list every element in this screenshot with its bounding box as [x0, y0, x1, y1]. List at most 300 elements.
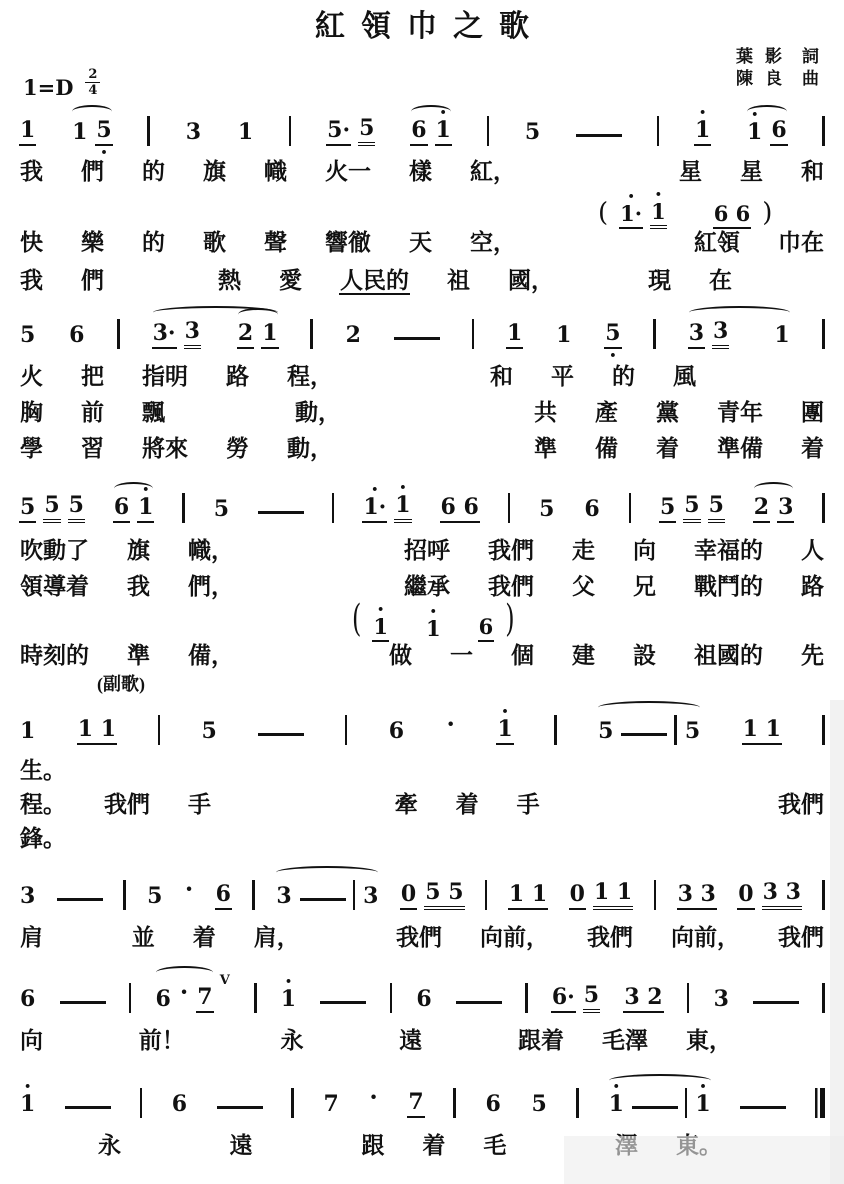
- syllable: 和: [490, 363, 513, 389]
- barline: [123, 880, 126, 910]
- syllable: 着: [455, 791, 479, 817]
- note: 1: [506, 322, 523, 349]
- syllable: 跟着: [518, 1027, 564, 1053]
- scan-artifact: [830, 700, 844, 1184]
- sustain-dash: [576, 134, 622, 137]
- syllable: 快: [20, 229, 43, 255]
- barline: [254, 983, 257, 1013]
- syllable: 青年: [717, 399, 763, 425]
- syllable: 人民的: [340, 267, 409, 293]
- syllable: 樣: [409, 158, 432, 184]
- syllable: 做: [389, 642, 412, 668]
- note: 6: [388, 717, 405, 744]
- barline: [353, 880, 356, 910]
- syllable: 我: [127, 573, 150, 599]
- note: 1 1: [742, 718, 782, 745]
- syllable: 人: [801, 537, 824, 563]
- slur-group: [753, 493, 795, 523]
- syllable: 胸: [20, 399, 43, 425]
- syllable: 手: [188, 791, 211, 817]
- note: 3 3: [762, 881, 802, 910]
- syllable: 天: [409, 229, 432, 255]
- note: 5: [524, 118, 541, 145]
- music-line-3: [19, 477, 825, 531]
- slur-group: [275, 880, 379, 910]
- barline: [291, 1088, 294, 1118]
- syllable: 國，: [508, 267, 554, 293]
- lyrics-line-4-verse3: [19, 827, 825, 853]
- syllable: 向前，: [480, 924, 549, 950]
- syllable: 一: [450, 642, 473, 668]
- syllable: 紅領: [694, 229, 740, 255]
- note: 5: [147, 882, 163, 909]
- refrain-label: (副歌): [97, 673, 145, 694]
- syllable: 永: [280, 1027, 304, 1053]
- syllable: 手: [516, 791, 540, 817]
- syllable: 巾在: [778, 229, 824, 255]
- slur-group: [237, 319, 279, 349]
- note: 6: [770, 119, 787, 146]
- barline: [310, 319, 313, 349]
- note: 5: [531, 1090, 547, 1117]
- note: • 1: [608, 1093, 625, 1118]
- syllable: 父: [572, 573, 595, 599]
- sustain-dash: [57, 898, 103, 901]
- sustain-dash: [320, 1001, 366, 1004]
- note: 6: [416, 985, 432, 1012]
- note: • 1·: [362, 496, 387, 523]
- note: • 1: [496, 718, 513, 745]
- barline: [554, 715, 557, 745]
- barline: [487, 116, 490, 146]
- note: 1: [261, 322, 278, 349]
- syllable: 飄: [142, 399, 165, 425]
- syllable: 樂: [81, 229, 104, 255]
- syllable: 我: [20, 267, 43, 293]
- note: 5: [19, 496, 36, 523]
- note: • 1: [694, 1093, 711, 1118]
- syllable: 團: [801, 399, 824, 425]
- sustain-dash: [740, 1106, 786, 1109]
- inset-notes-2: [19, 596, 844, 648]
- syllable: 共: [534, 399, 557, 425]
- note: • 1: [372, 616, 389, 642]
- syllable: 幟: [264, 158, 287, 184]
- note: 5: [683, 494, 700, 523]
- note-group: [569, 878, 634, 910]
- slur-group: [71, 116, 113, 146]
- note: 0: [737, 883, 754, 910]
- lyrics-line-4-verse1: [19, 759, 825, 785]
- slur-group: [746, 116, 788, 146]
- note: 0: [569, 883, 586, 910]
- syllable: 設: [633, 642, 656, 668]
- barline: [685, 1088, 688, 1118]
- slur-group: [155, 976, 214, 1013]
- barline: [508, 493, 511, 523]
- note-group: [619, 198, 667, 229]
- sustain-dash: [258, 511, 304, 514]
- note: 7: [323, 1090, 339, 1117]
- lyrics-line-2-verse3: [19, 437, 825, 463]
- barline: [822, 880, 825, 910]
- note: 5: [684, 717, 701, 744]
- lyrics-line-3-verse1: [19, 539, 825, 565]
- note-group: [737, 878, 802, 910]
- note: 6: [410, 119, 427, 146]
- note: ): [762, 197, 773, 228]
- note: ·: [446, 708, 455, 738]
- syllable: 兄: [633, 573, 656, 599]
- syllable: 祖國的: [694, 642, 763, 668]
- note: 3·: [152, 322, 177, 349]
- key-signature: [23, 68, 100, 100]
- syllable: 聲: [264, 229, 287, 255]
- note: 3: [20, 882, 36, 909]
- sustain-dash: [456, 1001, 502, 1004]
- barline: [147, 116, 150, 146]
- barline: [472, 319, 475, 349]
- syllable: 戰鬥的: [694, 573, 763, 599]
- note: 3 2: [623, 986, 663, 1013]
- note: 3: [184, 320, 201, 349]
- syllable: 風: [673, 363, 696, 389]
- composer-name: 陳良: [736, 69, 794, 89]
- note: 1: [72, 118, 88, 145]
- syllable: 們: [81, 267, 104, 293]
- syllable: 吹動了: [20, 537, 89, 563]
- barline: [485, 880, 488, 910]
- music-line-2: [19, 303, 825, 357]
- music-line-1: [19, 100, 825, 154]
- note: 5·: [326, 119, 351, 146]
- note: ·: [184, 873, 194, 903]
- note: 3: [363, 882, 379, 909]
- lyricist-name: 葉影: [736, 46, 794, 66]
- barline: [653, 319, 656, 349]
- barline: [390, 983, 393, 1013]
- note: 6: [155, 985, 171, 1012]
- note: 2: [345, 321, 361, 348]
- note: 5: [659, 496, 676, 523]
- note: • 1: [19, 1093, 36, 1118]
- syllable: 我們: [104, 791, 150, 817]
- sustain-dash: [621, 733, 667, 736]
- note: 6: [215, 883, 232, 910]
- note: 5: [598, 717, 614, 744]
- note: 5: [539, 495, 555, 522]
- syllable: 愛: [279, 267, 302, 293]
- music-line-5: [19, 861, 825, 918]
- lyrics-line-2-verse2: [19, 401, 825, 427]
- syllable: 和: [801, 158, 824, 184]
- syllable: 前！: [138, 1027, 185, 1053]
- lyrics-line-6: [19, 1029, 825, 1055]
- syllable: 旗: [203, 158, 226, 184]
- syllable: 我: [20, 158, 43, 184]
- note: • 1: [425, 618, 442, 642]
- syllable: 毛澤: [602, 1027, 648, 1053]
- music-line-6: [19, 964, 825, 1021]
- syllable: 個: [511, 642, 534, 668]
- syllable: 幸福的: [694, 537, 763, 563]
- barline: [117, 319, 120, 349]
- syllable: 祖: [447, 267, 470, 293]
- note: • 1: [650, 201, 667, 229]
- syllable: 路: [226, 363, 249, 389]
- note: 1 1: [508, 883, 548, 910]
- composer-role: 曲: [802, 69, 819, 89]
- syllable: 把: [81, 363, 104, 389]
- syllable: 旗: [127, 537, 150, 563]
- barline: [822, 319, 825, 349]
- barline: [629, 493, 632, 523]
- syllable: 空，: [470, 229, 516, 255]
- note: 3 3: [677, 883, 717, 910]
- syllable: 着: [192, 924, 216, 950]
- barline: [822, 493, 825, 523]
- sustain-dash: [394, 337, 440, 340]
- meter-numerator: 2: [85, 68, 100, 83]
- syllable: 我們: [396, 924, 442, 950]
- note: 5: [20, 321, 36, 348]
- note: 1: [556, 321, 572, 348]
- breath-mark: V: [219, 972, 230, 988]
- syllable: 向: [20, 1027, 43, 1053]
- syllable: 準: [534, 435, 557, 461]
- note: 6: [478, 616, 495, 642]
- note-group: [152, 317, 201, 349]
- syllable: 黨: [656, 399, 679, 425]
- syllable: 建: [572, 642, 595, 668]
- syllable: 招呼: [404, 537, 450, 563]
- note: 3: [276, 882, 292, 909]
- time-signature: [85, 68, 100, 97]
- syllable: 星: [679, 158, 702, 184]
- note: ): [505, 596, 515, 640]
- note: ·: [369, 1081, 378, 1111]
- note: 5: [201, 717, 217, 744]
- note: 6: [584, 495, 600, 522]
- note: 5: [583, 984, 600, 1013]
- final-barline: [815, 1088, 825, 1118]
- note: 6: [485, 1090, 501, 1117]
- barline: [289, 116, 292, 146]
- barline: [332, 493, 335, 523]
- syllable: 熱: [218, 267, 241, 293]
- barline: [453, 1088, 456, 1118]
- inset-notes-1: [19, 186, 844, 235]
- note: 3: [185, 118, 202, 145]
- syllable: 星: [740, 158, 763, 184]
- lyrics-line-4-verse2: [19, 793, 825, 819]
- note-group: [551, 981, 600, 1013]
- syllable: 生。: [20, 757, 66, 783]
- syllable: 向: [633, 537, 656, 563]
- syllable: 習: [81, 435, 104, 461]
- syllable: 程。: [20, 791, 66, 817]
- sustain-dash: [217, 1106, 263, 1109]
- note: • 1: [694, 119, 711, 146]
- syllable: 我們: [587, 924, 633, 950]
- syllable: 現: [648, 267, 671, 293]
- note: • 1·: [619, 203, 643, 229]
- syllable: 牽: [394, 791, 418, 817]
- syllable: 肩，: [253, 924, 300, 950]
- note: 1: [774, 321, 790, 348]
- note: 7: [407, 1091, 424, 1118]
- note: 5 •: [95, 119, 112, 146]
- barline: [657, 116, 660, 146]
- note-group: [326, 114, 375, 146]
- syllable: 時刻的: [20, 642, 89, 668]
- syllable: 肩: [20, 924, 43, 950]
- syllable: 歌: [203, 229, 226, 255]
- slur-group: [597, 715, 701, 745]
- syllable: 前: [81, 399, 104, 425]
- sustain-dash: [753, 1001, 799, 1004]
- barline: [822, 116, 825, 146]
- note: 6·: [551, 986, 576, 1013]
- barline: [182, 493, 185, 523]
- note: 3: [777, 496, 794, 523]
- note: 5 5: [424, 881, 464, 910]
- barline: [576, 1088, 579, 1118]
- syllable: 永: [98, 1132, 121, 1158]
- syllable: 毛: [483, 1132, 507, 1158]
- scan-artifact: [564, 1136, 844, 1184]
- syllable: 遠: [229, 1132, 253, 1158]
- syllable: 我們: [488, 573, 534, 599]
- note: 5: [43, 494, 60, 523]
- note: 0: [400, 883, 417, 910]
- syllable: 們: [81, 158, 104, 184]
- note: 2: [237, 322, 254, 349]
- syllable: 幟，: [188, 537, 234, 563]
- credits: [736, 46, 819, 92]
- note: 6 6: [440, 496, 480, 523]
- key-label: 1=D: [23, 74, 74, 100]
- lyrics-line-3-verse3: [19, 644, 825, 670]
- syllable: 響徹: [325, 229, 371, 255]
- barline: [525, 983, 528, 1013]
- note: 3: [713, 985, 729, 1012]
- lyrics-line-1-verse1: [19, 160, 825, 186]
- note: 6: [20, 985, 36, 1012]
- composer-credit: [736, 68, 819, 91]
- barline: [822, 715, 825, 745]
- syllable: 動，: [295, 399, 341, 425]
- score-header: [19, 46, 825, 100]
- note: (: [598, 197, 609, 228]
- note: • 1: [435, 119, 452, 146]
- lyricist-role: 詞: [802, 46, 819, 66]
- syllable: 遠: [399, 1027, 423, 1053]
- lyrics-line-3-verse2: [19, 575, 825, 601]
- note: • 1: [280, 988, 297, 1013]
- syllable: 火一: [325, 158, 371, 184]
- sustain-dash: [300, 898, 346, 901]
- note: 2: [753, 496, 770, 523]
- syllable: 領導着: [20, 573, 89, 599]
- syllable: 程，: [287, 363, 333, 389]
- syllable: 準備: [717, 435, 763, 461]
- note: 6 6: [713, 203, 752, 229]
- syllable: 東，: [686, 1027, 732, 1053]
- lyrics-line-2-verse1: [19, 365, 825, 391]
- syllable: 走: [572, 537, 595, 563]
- music-line-4: [19, 696, 825, 753]
- sustain-dash: [60, 1001, 106, 1004]
- slur-group: [688, 317, 791, 349]
- syllable: 勞: [226, 435, 249, 461]
- note: 7: [196, 986, 213, 1013]
- note: 1 1: [77, 718, 117, 745]
- syllable: 紅，: [470, 158, 516, 184]
- syllable: 火: [20, 363, 43, 389]
- barline: [674, 715, 677, 745]
- note: 1: [19, 119, 36, 146]
- syllable: 準: [127, 642, 150, 668]
- note: 5 •: [604, 322, 621, 349]
- lyrics-line-1-verse2: [19, 231, 825, 257]
- sustain-dash: [258, 733, 304, 736]
- barline: [345, 715, 348, 745]
- syllable: 我們: [778, 791, 824, 817]
- syllable: 將來: [142, 435, 188, 461]
- syllable: 們，: [188, 573, 234, 599]
- syllable: 着: [801, 435, 824, 461]
- lyrics-line-5: [19, 926, 825, 952]
- note: 5: [213, 495, 230, 522]
- note: (: [352, 596, 362, 640]
- syllable: 跟: [361, 1132, 385, 1158]
- note: 1: [237, 118, 254, 145]
- lyrics-line-1-verse3: [19, 269, 825, 295]
- note: 1: [20, 717, 36, 744]
- slur-group: [152, 317, 279, 349]
- syllable: 動，: [287, 435, 333, 461]
- song-title: 紅領巾之歌: [315, 10, 545, 43]
- music-line-7: [19, 1069, 825, 1126]
- syllable: 在: [709, 267, 732, 293]
- barline: [687, 983, 690, 1013]
- syllable: 鋒。: [20, 825, 66, 851]
- note: 5: [708, 494, 725, 523]
- note: 6: [69, 321, 85, 348]
- syllable: 並: [131, 924, 155, 950]
- note-group: [19, 491, 85, 523]
- barline: [822, 983, 825, 1013]
- slur-group: [410, 116, 452, 146]
- note: 5: [68, 494, 85, 523]
- syllable: 着: [656, 435, 679, 461]
- lyricist-credit: [736, 46, 819, 69]
- note: 6: [113, 496, 130, 523]
- note: • 1: [137, 496, 154, 523]
- note: ·: [179, 976, 189, 1006]
- slur-group: [113, 493, 155, 523]
- syllable: 先: [801, 642, 824, 668]
- note: • 1: [746, 121, 763, 146]
- syllable: 向前，: [671, 924, 740, 950]
- syllable: 我們: [778, 924, 824, 950]
- note: 6: [171, 1090, 188, 1117]
- note: 3: [688, 322, 705, 349]
- syllable: 着: [422, 1132, 446, 1158]
- syllable: 我們: [488, 537, 534, 563]
- note-group: [400, 878, 465, 910]
